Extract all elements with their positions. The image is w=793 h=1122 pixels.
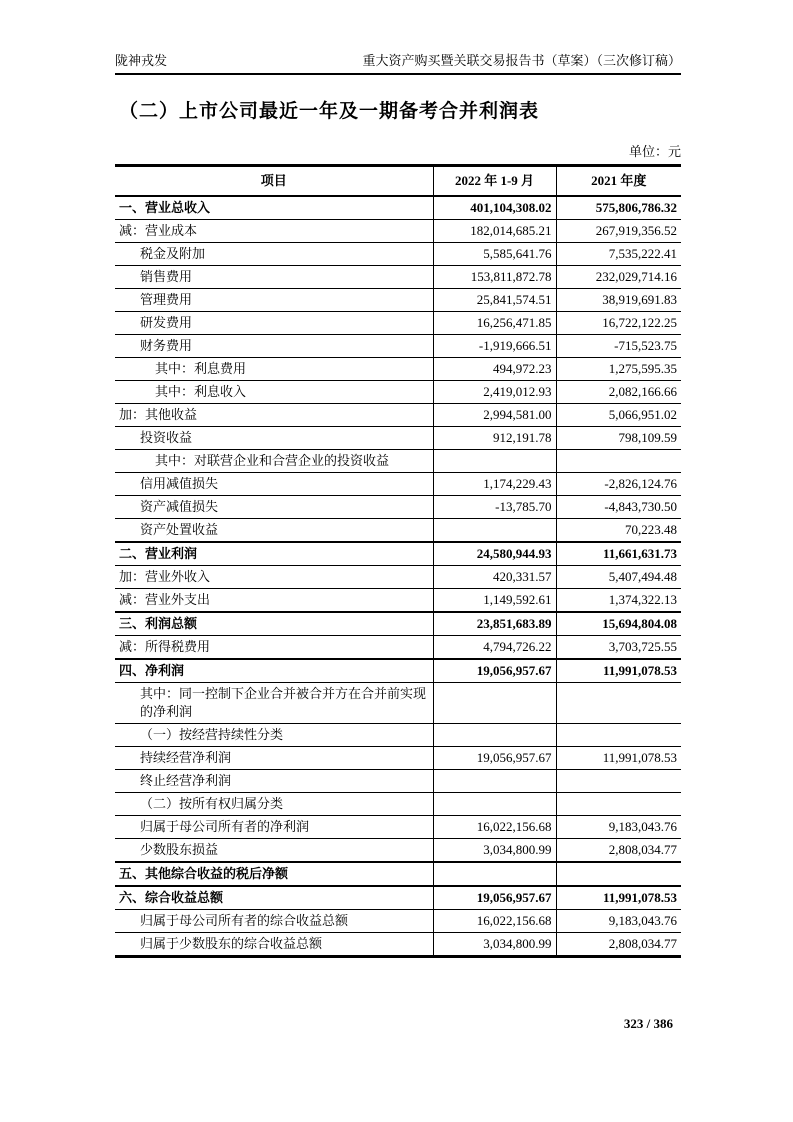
row-value-2021: 1,374,322.13 <box>556 589 681 613</box>
row-label: 其中：同一控制下企业合并被合并方在合并前实现的净利润 <box>140 686 427 719</box>
row-value-2022: 25,841,574.51 <box>433 289 556 312</box>
row-value-2021: 798,109.59 <box>556 427 681 450</box>
row-label: 加：营业外收入 <box>119 569 211 584</box>
table-row <box>115 747 681 770</box>
row-value-2021 <box>556 793 681 816</box>
table-row <box>115 659 681 683</box>
row-value-2021: 575,806,786.32 <box>556 196 681 220</box>
row-label: （二）按所有权归属分类 <box>140 796 284 811</box>
table-row <box>115 519 681 543</box>
row-value-2022: 3,034,800.99 <box>433 839 556 863</box>
row-value-2021: 15,694,804.08 <box>556 612 681 636</box>
row-label: 减：营业外支出 <box>119 592 211 607</box>
row-label: 减：营业成本 <box>119 223 198 238</box>
row-value-2022: 912,191.78 <box>433 427 556 450</box>
row-label: 管理费用 <box>140 292 193 307</box>
row-label: 信用减值损失 <box>140 476 219 491</box>
table-row <box>115 636 681 660</box>
row-value-2022: 1,149,592.61 <box>433 589 556 613</box>
row-value-2021: 3,703,725.55 <box>556 636 681 660</box>
row-value-2022 <box>433 793 556 816</box>
row-value-2022 <box>433 683 556 724</box>
row-value-2021 <box>556 724 681 747</box>
row-value-2021: 2,808,034.77 <box>556 839 681 863</box>
row-value-2022: 3,034,800.99 <box>433 933 556 957</box>
table-row <box>115 312 681 335</box>
row-value-2021: 16,722,122.25 <box>556 312 681 335</box>
table-row <box>115 683 681 724</box>
row-label: 其中：利息费用 <box>155 361 247 376</box>
table-row <box>115 243 681 266</box>
row-label: 资产减值损失 <box>140 499 219 514</box>
table-row <box>115 724 681 747</box>
income-statement-table <box>115 164 681 958</box>
row-value-2022 <box>433 862 556 886</box>
row-value-2022: 5,585,641.76 <box>433 243 556 266</box>
column-header-2022: 2022 年 1-9 月 <box>433 166 556 197</box>
table-header-row <box>115 166 681 197</box>
row-label: 归属于母公司所有者的净利润 <box>140 819 310 834</box>
row-label: 投资收益 <box>140 430 193 445</box>
row-label: 财务费用 <box>140 338 193 353</box>
row-value-2021: 2,808,034.77 <box>556 933 681 957</box>
row-label: 三、利润总额 <box>119 616 198 631</box>
table-row <box>115 289 681 312</box>
row-value-2021: 232,029,714.16 <box>556 266 681 289</box>
table-row <box>115 839 681 863</box>
table-row <box>115 770 681 793</box>
row-label: 其中：对联营企业和合营企业的投资收益 <box>155 453 390 468</box>
row-label: 六、综合收益总额 <box>119 890 224 905</box>
table-row <box>115 816 681 839</box>
row-value-2021 <box>556 683 681 724</box>
row-value-2022 <box>433 450 556 473</box>
row-value-2021: 11,991,078.53 <box>556 659 681 683</box>
row-value-2021: 7,535,222.41 <box>556 243 681 266</box>
table-row <box>115 862 681 886</box>
row-label: 少数股东损益 <box>140 842 219 857</box>
row-label: 销售费用 <box>140 269 193 284</box>
row-value-2021: 2,082,166.66 <box>556 381 681 404</box>
row-value-2021: 11,661,631.73 <box>556 542 681 566</box>
row-value-2022: 19,056,957.67 <box>433 886 556 910</box>
page-number: 323 / 386 <box>623 1016 673 1031</box>
row-value-2022: 494,972.23 <box>433 358 556 381</box>
row-label: （一）按经营持续性分类 <box>140 727 284 742</box>
row-value-2022 <box>433 519 556 543</box>
row-value-2022: 16,022,156.68 <box>433 910 556 933</box>
header-company-name: 陇神戎发 <box>115 53 168 68</box>
table-row <box>115 196 681 220</box>
row-label: 其中：利息收入 <box>155 384 247 399</box>
row-value-2022: 16,256,471.85 <box>433 312 556 335</box>
row-label: 资产处置收益 <box>140 522 219 537</box>
row-value-2021: 267,919,356.52 <box>556 220 681 243</box>
row-value-2022: 19,056,957.67 <box>433 747 556 770</box>
row-value-2022: 420,331.57 <box>433 566 556 589</box>
row-value-2021: 9,183,043.76 <box>556 816 681 839</box>
row-value-2022: 401,104,308.02 <box>433 196 556 220</box>
table-row <box>115 589 681 613</box>
table-row <box>115 266 681 289</box>
row-value-2022: 1,174,229.43 <box>433 473 556 496</box>
table-row <box>115 933 681 957</box>
row-value-2021: 5,066,951.02 <box>556 404 681 427</box>
row-value-2022: -1,919,666.51 <box>433 335 556 358</box>
row-value-2022: 24,580,944.93 <box>433 542 556 566</box>
row-value-2021 <box>556 770 681 793</box>
table-row <box>115 335 681 358</box>
row-value-2022: 19,056,957.67 <box>433 659 556 683</box>
row-value-2021: 5,407,494.48 <box>556 566 681 589</box>
row-value-2021: 11,991,078.53 <box>556 747 681 770</box>
column-header-item: 项目 <box>115 166 433 197</box>
table-body <box>115 196 681 957</box>
row-value-2021: 1,275,595.35 <box>556 358 681 381</box>
table-row <box>115 220 681 243</box>
table-row <box>115 612 681 636</box>
row-value-2021: 9,183,043.76 <box>556 910 681 933</box>
table-row <box>115 381 681 404</box>
table-row <box>115 566 681 589</box>
row-value-2022 <box>433 724 556 747</box>
row-label: 一、营业总收入 <box>119 200 211 215</box>
row-value-2022: 153,811,872.78 <box>433 266 556 289</box>
row-label: 归属于母公司所有者的综合收益总额 <box>140 913 349 928</box>
table-row <box>115 358 681 381</box>
row-value-2021 <box>556 450 681 473</box>
row-value-2022 <box>433 770 556 793</box>
row-label: 终止经营净利润 <box>140 773 232 788</box>
row-value-2022: 16,022,156.68 <box>433 816 556 839</box>
row-value-2022: 4,794,726.22 <box>433 636 556 660</box>
table-row <box>115 793 681 816</box>
row-label: 二、营业利润 <box>119 546 198 561</box>
running-header <box>115 50 681 75</box>
row-value-2022: -13,785.70 <box>433 496 556 519</box>
table-row <box>115 910 681 933</box>
row-label: 归属于少数股东的综合收益总额 <box>140 936 323 951</box>
row-value-2022: 23,851,683.89 <box>433 612 556 636</box>
section-title: （二）上市公司最近一年及一期备考合并利润表 <box>119 101 540 122</box>
row-label: 四、净利润 <box>119 663 185 678</box>
row-value-2022: 2,994,581.00 <box>433 404 556 427</box>
row-value-2021: 11,991,078.53 <box>556 886 681 910</box>
table-row <box>115 496 681 519</box>
row-label: 研发费用 <box>140 315 193 330</box>
row-label: 持续经营净利润 <box>140 750 232 765</box>
row-value-2021: 38,919,691.83 <box>556 289 681 312</box>
table-row <box>115 427 681 450</box>
table-row <box>115 450 681 473</box>
row-label: 减：所得税费用 <box>119 639 211 654</box>
row-value-2021: 70,223.48 <box>556 519 681 543</box>
table-row <box>115 542 681 566</box>
row-value-2021: -715,523.75 <box>556 335 681 358</box>
row-label: 加：其他收益 <box>119 407 198 422</box>
row-value-2021: -4,843,730.50 <box>556 496 681 519</box>
column-header-2021: 2021 年度 <box>556 166 681 197</box>
table-row <box>115 473 681 496</box>
row-value-2021: -2,826,124.76 <box>556 473 681 496</box>
table-row <box>115 886 681 910</box>
table-row <box>115 404 681 427</box>
unit-label: 单位：元 <box>628 144 681 159</box>
row-label: 税金及附加 <box>140 246 206 261</box>
row-value-2022: 2,419,012.93 <box>433 381 556 404</box>
row-value-2022: 182,014,685.21 <box>433 220 556 243</box>
row-value-2021 <box>556 862 681 886</box>
row-label: 五、其他综合收益的税后净额 <box>119 866 289 881</box>
header-report-title: 重大资产购买暨关联交易报告书（草案）（三次修订稿） <box>362 53 681 68</box>
